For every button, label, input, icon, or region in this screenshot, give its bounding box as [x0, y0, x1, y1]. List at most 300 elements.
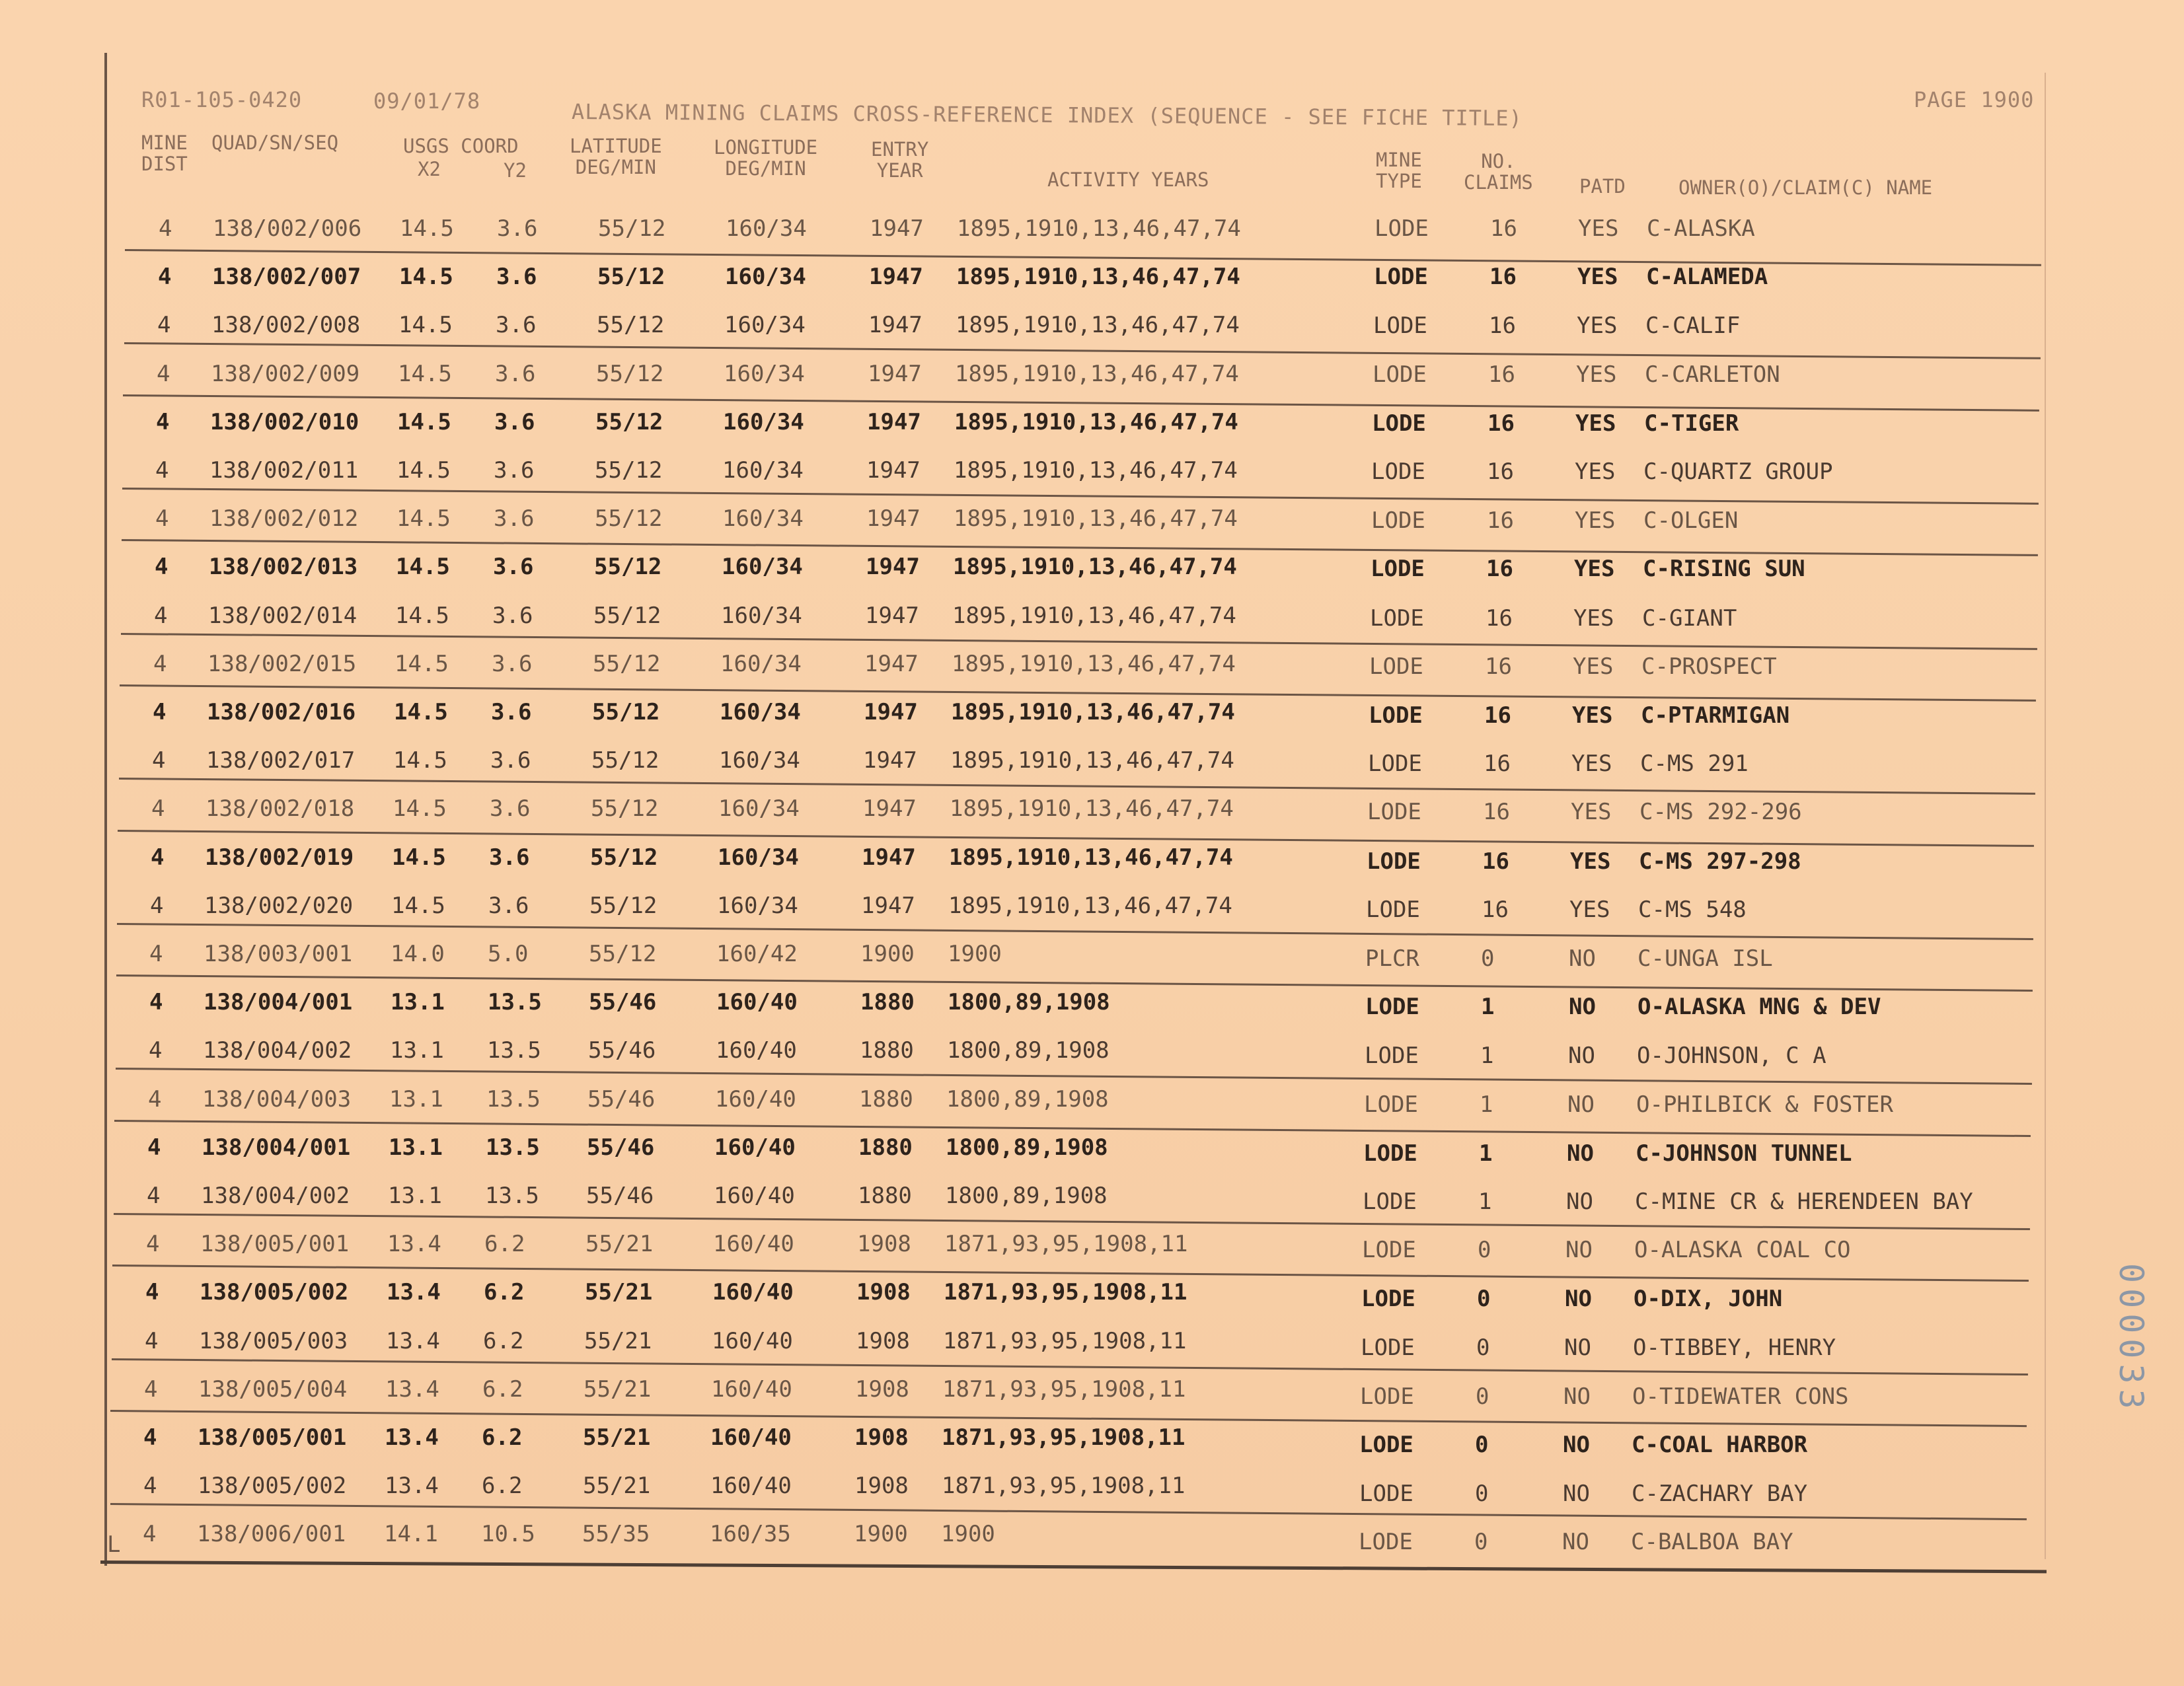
cell-y2: 3.6 [492, 602, 533, 629]
cell-patd: NO [1569, 994, 1596, 1021]
cell-owner-claim-name: O-JOHNSON, C A [1637, 1043, 1826, 1070]
cell-mine-type: LODE [1373, 361, 1427, 388]
cell-entry-year: 1947 [866, 554, 920, 581]
cell-latitude: 55/12 [591, 795, 659, 823]
cell-patd: YES [1571, 751, 1612, 778]
cell-x2: 13.4 [385, 1424, 439, 1451]
cell-quad-sn-seq: 138/004/002 [201, 1183, 350, 1209]
cell-entry-year: 1947 [869, 264, 923, 291]
cell-patd: YES [1574, 556, 1615, 583]
cell-mine-dist: 4 [153, 699, 167, 725]
cell-no-claims: 16 [1482, 896, 1509, 923]
col-entry-year: ENTRY YEAR [871, 138, 929, 182]
cell-activity-years: 1800,89,1908 [946, 1134, 1108, 1161]
cell-mine-type: LODE [1366, 896, 1420, 923]
table-row [0, 203, 2184, 250]
cell-activity-years: 1895,1910,13,46,47,74 [954, 505, 1238, 532]
cell-activity-years: 1895,1910,13,46,47,74 [951, 699, 1235, 725]
cell-owner-claim-name: C-RISING SUN [1643, 556, 1805, 583]
cell-latitude: 55/21 [583, 1473, 651, 1500]
cell-no-claims: 16 [1486, 556, 1513, 583]
cell-x2: 13.4 [386, 1327, 440, 1354]
table-row [0, 1267, 2184, 1313]
cell-owner-claim-name: C-OLGEN [1643, 507, 1739, 534]
cell-latitude: 55/46 [588, 1037, 656, 1064]
cell-quad-sn-seq: 138/002/016 [207, 699, 356, 725]
cell-x2: 13.1 [389, 1085, 443, 1113]
cell-entry-year: 1947 [870, 215, 924, 242]
cell-y2: 6.2 [484, 1231, 525, 1258]
cell-mine-type: LODE [1369, 653, 1423, 680]
cell-longitude: 160/40 [713, 1231, 794, 1258]
cell-patd: YES [1575, 410, 1616, 437]
cell-longitude: 160/34 [721, 602, 802, 629]
cell-mine-dist: 4 [155, 554, 169, 581]
cell-activity-years: 1800,89,1908 [945, 1183, 1108, 1209]
cell-latitude: 55/21 [583, 1424, 651, 1451]
cell-entry-year: 1880 [859, 1085, 913, 1113]
cell-quad-sn-seq: 138/002/010 [210, 408, 359, 435]
cell-latitude: 55/21 [584, 1327, 652, 1354]
cell-no-claims: 0 [1476, 1334, 1490, 1361]
cell-quad-sn-seq: 138/002/012 [209, 505, 359, 532]
cell-x2: 13.4 [387, 1231, 441, 1258]
cell-longitude: 160/34 [717, 892, 798, 919]
cell-activity-years: 1895,1910,13,46,47,74 [956, 312, 1240, 339]
cell-mine-dist: 4 [155, 457, 169, 484]
cell-quad-sn-seq: 138/002/019 [205, 844, 354, 871]
cell-quad-sn-seq: 138/005/001 [200, 1231, 350, 1258]
cell-quad-sn-seq: 138/006/001 [197, 1521, 346, 1548]
cell-longitude: 160/40 [710, 1473, 792, 1500]
cell-x2: 13.1 [388, 1183, 442, 1209]
cell-patd: NO [1562, 1529, 1589, 1556]
cell-longitude: 160/34 [724, 312, 806, 339]
cell-latitude: 55/46 [589, 989, 657, 1016]
cell-latitude: 55/12 [597, 264, 665, 291]
cell-patd: NO [1569, 945, 1596, 972]
cell-owner-claim-name: C-ALASKA [1647, 215, 1755, 242]
cell-longitude: 160/34 [726, 215, 807, 242]
cell-y2: 3.6 [497, 215, 538, 242]
cell-latitude: 55/21 [585, 1231, 654, 1258]
cell-entry-year: 1880 [858, 1134, 913, 1161]
cell-mine-dist: 4 [150, 892, 164, 919]
cell-quad-sn-seq: 138/005/002 [200, 1279, 349, 1306]
table-row [0, 881, 2184, 927]
cell-no-claims: 16 [1482, 848, 1509, 875]
cell-quad-sn-seq: 138/002/013 [209, 554, 358, 581]
cell-longitude: 160/34 [725, 264, 806, 291]
cell-owner-claim-name: C-GIANT [1642, 605, 1737, 632]
cell-quad-sn-seq: 138/002/017 [206, 747, 356, 774]
table-row [0, 929, 2184, 975]
cell-longitude: 160/40 [715, 1085, 796, 1113]
cell-x2: 14.5 [392, 844, 446, 871]
cell-mine-dist: 4 [153, 650, 167, 677]
cell-entry-year: 1947 [864, 699, 918, 725]
col-longitude: LONGITUDE DEG/MIN [714, 136, 818, 180]
cell-activity-years: 1900 [941, 1521, 995, 1548]
cell-patd: YES [1573, 653, 1614, 680]
cell-owner-claim-name: O-PHILBICK & FOSTER [1636, 1091, 1893, 1118]
cell-x2: 14.5 [398, 360, 452, 387]
table-row [0, 1316, 2184, 1362]
cell-latitude: 55/12 [594, 554, 662, 581]
cell-mine-dist: 4 [156, 408, 170, 435]
cell-mine-dist: 4 [145, 1279, 159, 1306]
frame-corner-mark: L [107, 1531, 121, 1558]
cell-owner-claim-name: O-TIDEWATER CONS [1632, 1383, 1849, 1410]
cell-activity-years: 1895,1910,13,46,47,74 [952, 650, 1236, 677]
cell-y2: 3.6 [496, 264, 537, 291]
cell-mine-dist: 4 [143, 1473, 157, 1500]
cell-longitude: 160/40 [712, 1279, 794, 1306]
cell-quad-sn-seq: 138/002/020 [204, 892, 354, 919]
cell-mine-dist: 4 [157, 360, 170, 387]
cell-patd: YES [1570, 848, 1611, 875]
cell-no-claims: 16 [1490, 215, 1517, 242]
cell-latitude: 55/46 [587, 1085, 656, 1113]
cell-x2: 14.5 [395, 650, 449, 677]
cell-x2: 14.5 [393, 795, 447, 823]
cell-entry-year: 1947 [865, 602, 919, 629]
cell-quad-sn-seq: 138/005/001 [198, 1424, 347, 1451]
cell-owner-claim-name: C-COAL HARBOR [1632, 1432, 1808, 1458]
table-row [0, 1219, 2184, 1265]
cell-y2: 3.6 [494, 505, 535, 532]
cell-activity-years: 1871,93,95,1908,11 [942, 1473, 1186, 1500]
cell-entry-year: 1880 [860, 989, 915, 1016]
cell-entry-year: 1947 [866, 457, 921, 484]
cell-owner-claim-name: O-ALASKA MNG & DEV [1638, 994, 1881, 1021]
cell-y2: 3.6 [489, 844, 530, 871]
cell-mine-type: LODE [1363, 1140, 1417, 1167]
cell-owner-claim-name: C-ALAMEDA [1646, 264, 1768, 291]
cell-longitude: 160/34 [720, 699, 801, 725]
cell-longitude: 160/40 [716, 989, 798, 1016]
cell-mine-type: LODE [1365, 994, 1419, 1021]
cell-mine-dist: 4 [152, 747, 166, 774]
col-owner-claim-name: OWNER(O)/CLAIM(C) NAME [1678, 176, 1933, 199]
cell-quad-sn-seq: 138/005/004 [198, 1375, 348, 1403]
cell-entry-year: 1947 [868, 360, 922, 387]
cell-patd: YES [1573, 605, 1614, 632]
cell-no-claims: 1 [1479, 1140, 1493, 1167]
cell-x2: 14.5 [394, 699, 448, 725]
cell-mine-type: LODE [1370, 605, 1424, 632]
cell-activity-years: 1900 [948, 941, 1002, 967]
cell-longitude: 160/35 [710, 1521, 791, 1548]
cell-longitude: 160/40 [714, 1134, 796, 1161]
cell-no-claims: 16 [1486, 605, 1513, 632]
cell-latitude: 55/21 [584, 1375, 652, 1403]
cell-activity-years: 1895,1910,13,46,47,74 [952, 602, 1236, 629]
cell-mine-type: LODE [1359, 1432, 1413, 1458]
cell-mine-dist: 4 [147, 1134, 161, 1161]
cell-latitude: 55/12 [597, 312, 665, 339]
cell-patd: NO [1565, 1237, 1593, 1264]
cell-y2: 6.2 [482, 1473, 523, 1500]
cell-mine-dist: 4 [143, 1521, 157, 1548]
cell-x2: 13.1 [390, 1037, 444, 1064]
cell-mine-dist: 4 [146, 1231, 160, 1258]
cell-x2: 13.1 [391, 989, 445, 1016]
cell-longitude: 160/34 [722, 505, 804, 532]
cell-mine-dist: 4 [144, 1375, 158, 1403]
report-date: 09/01/78 [373, 89, 481, 114]
cell-latitude: 55/12 [591, 747, 659, 774]
cell-y2: 13.5 [485, 1183, 539, 1209]
cell-x2: 13.4 [385, 1375, 439, 1403]
cell-x2: 13.4 [385, 1473, 439, 1500]
cell-no-claims: 16 [1483, 799, 1510, 826]
cell-no-claims: 0 [1476, 1383, 1489, 1410]
cell-entry-year: 1947 [862, 844, 916, 871]
cell-quad-sn-seq: 138/002/007 [212, 264, 361, 291]
cell-no-claims: 0 [1477, 1286, 1491, 1313]
cell-activity-years: 1871,93,95,1908,11 [942, 1424, 1186, 1451]
cell-mine-type: LODE [1369, 702, 1423, 729]
cell-longitude: 160/40 [710, 1424, 792, 1451]
cell-no-claims: 16 [1484, 751, 1511, 778]
cell-longitude: 160/34 [723, 408, 804, 435]
cell-y2: 3.6 [496, 312, 537, 339]
cell-entry-year: 1947 [867, 408, 921, 435]
cell-mine-dist: 4 [157, 312, 171, 339]
cell-mine-type: LODE [1373, 312, 1427, 340]
cell-y2: 13.5 [487, 1037, 541, 1064]
col-latitude: LATITUDE DEG/MIN [570, 135, 662, 178]
cell-quad-sn-seq: 138/002/018 [206, 795, 355, 823]
cell-activity-years: 1871,93,95,1908,11 [943, 1327, 1187, 1354]
cell-no-claims: 0 [1475, 1481, 1489, 1508]
cell-mine-type: LODE [1359, 1481, 1413, 1508]
cell-entry-year: 1880 [860, 1037, 914, 1064]
cell-mine-type: PLCR [1365, 945, 1419, 972]
cell-no-claims: 1 [1481, 994, 1495, 1021]
cell-x2: 13.1 [389, 1134, 443, 1161]
cell-mine-dist: 4 [148, 1085, 162, 1113]
cell-latitude: 55/12 [589, 941, 657, 967]
col-patd: PATD [1579, 175, 1626, 198]
cell-y2: 6.2 [482, 1375, 523, 1403]
cell-no-claims: 1 [1478, 1189, 1492, 1215]
col-activity-years: ACTIVITY YEARS [1047, 168, 1209, 191]
cell-quad-sn-seq: 138/002/014 [208, 602, 358, 629]
cell-patd: YES [1572, 702, 1613, 729]
cell-mine-dist: 4 [145, 1327, 159, 1354]
cell-owner-claim-name: C-CARLETON [1645, 361, 1780, 388]
cell-x2: 14.5 [398, 312, 453, 339]
cell-x2: 14.5 [396, 505, 451, 532]
table-row [0, 542, 2184, 588]
cell-mine-type: LODE [1362, 1237, 1416, 1264]
cell-entry-year: 1908 [856, 1279, 911, 1306]
cell-y2: 3.6 [493, 554, 534, 581]
cell-longitude: 160/34 [724, 360, 805, 387]
cell-no-claims: 16 [1489, 264, 1517, 291]
cell-mine-dist: 4 [151, 844, 165, 871]
cell-mine-dist: 4 [147, 1183, 161, 1209]
cell-quad-sn-seq: 138/002/006 [213, 215, 362, 242]
cell-longitude: 160/34 [718, 844, 799, 871]
cell-latitude: 55/46 [586, 1183, 654, 1209]
cell-longitude: 160/40 [714, 1183, 795, 1209]
cell-x2: 14.1 [384, 1521, 438, 1548]
cell-patd: YES [1576, 361, 1617, 388]
table-row [0, 735, 2184, 782]
cell-y2: 3.6 [494, 408, 535, 435]
cell-quad-sn-seq: 138/005/002 [198, 1473, 347, 1500]
cell-x2: 14.5 [393, 747, 447, 774]
report-id: R01-105-0420 [141, 87, 303, 112]
cell-mine-type: LODE [1368, 751, 1422, 778]
cell-owner-claim-name: O-DIX, JOHN [1634, 1286, 1783, 1313]
cell-mine-dist: 4 [151, 795, 165, 823]
cell-latitude: 55/35 [582, 1521, 650, 1548]
cell-no-claims: 0 [1478, 1237, 1491, 1264]
cell-mine-type: LODE [1371, 507, 1425, 534]
cell-quad-sn-seq: 138/004/003 [202, 1085, 352, 1113]
cell-mine-type: LODE [1371, 556, 1425, 583]
cell-mine-type: LODE [1363, 1189, 1417, 1215]
cell-entry-year: 1900 [860, 941, 915, 967]
cell-owner-claim-name: C-JOHNSON TUNNEL [1636, 1140, 1852, 1167]
cell-mine-type: LODE [1361, 1286, 1415, 1313]
cell-entry-year: 1908 [854, 1473, 909, 1500]
cell-y2: 3.6 [488, 892, 529, 919]
col-mine-dist: MINE DIST [141, 131, 188, 175]
cell-latitude: 55/21 [585, 1279, 653, 1306]
cell-no-claims: 0 [1475, 1432, 1489, 1458]
cell-mine-type: LODE [1361, 1334, 1415, 1361]
cell-patd: NO [1565, 1286, 1592, 1313]
cell-patd: YES [1569, 896, 1610, 923]
cell-mine-dist: 4 [159, 215, 172, 242]
cell-patd: YES [1571, 799, 1612, 826]
cell-quad-sn-seq: 138/002/009 [211, 360, 360, 387]
table-row [0, 1509, 2184, 1555]
cell-owner-claim-name: C-MINE CR & HERENDEEN BAY [1635, 1189, 1973, 1215]
cell-no-claims: 16 [1489, 312, 1516, 340]
cell-activity-years: 1895,1910,13,46,47,74 [953, 554, 1237, 581]
cell-latitude: 55/46 [587, 1134, 655, 1161]
cell-activity-years: 1895,1910,13,46,47,74 [948, 892, 1232, 919]
table-row [0, 1461, 2184, 1507]
cell-mine-type: LODE [1374, 215, 1429, 242]
cell-entry-year: 1908 [856, 1327, 910, 1354]
cell-patd: NO [1567, 1140, 1594, 1167]
cell-entry-year: 1947 [866, 505, 921, 532]
cell-patd: NO [1568, 1043, 1595, 1070]
cell-latitude: 55/12 [589, 892, 658, 919]
cell-quad-sn-seq: 138/002/011 [209, 457, 359, 484]
cell-entry-year: 1947 [863, 747, 917, 774]
cell-quad-sn-seq: 138/003/001 [204, 941, 353, 967]
page-number: PAGE 1900 [1914, 87, 2035, 112]
cell-mine-type: LODE [1359, 1529, 1413, 1556]
cell-latitude: 55/12 [593, 650, 661, 677]
cell-quad-sn-seq: 138/004/001 [202, 1134, 351, 1161]
cell-longitude: 160/40 [711, 1375, 792, 1403]
cell-activity-years: 1895,1910,13,46,47,74 [956, 264, 1240, 291]
table-row [0, 1025, 2184, 1072]
cell-patd: NO [1567, 1091, 1595, 1118]
cell-owner-claim-name: C-MS 548 [1638, 896, 1747, 923]
cell-y2: 3.6 [494, 457, 535, 484]
cell-quad-sn-seq: 138/004/002 [203, 1037, 352, 1064]
cell-patd: YES [1578, 215, 1619, 242]
cell-entry-year: 1947 [868, 312, 923, 339]
cell-owner-claim-name: C-PTARMIGAN [1641, 702, 1790, 729]
cell-longitude: 160/40 [716, 1037, 797, 1064]
cell-x2: 13.4 [387, 1279, 441, 1306]
cell-latitude: 55/12 [595, 505, 663, 532]
cell-mine-dist: 4 [149, 1037, 163, 1064]
cell-y2: 3.6 [490, 795, 531, 823]
cell-owner-claim-name: C-MS 292-296 [1639, 799, 1802, 826]
cell-no-claims: 1 [1480, 1091, 1493, 1118]
cell-activity-years: 1800,89,1908 [947, 1037, 1110, 1064]
cell-y2: 13.5 [488, 989, 542, 1016]
cell-longitude: 160/34 [722, 457, 804, 484]
col-no-claims: NO. CLAIMS [1464, 150, 1533, 194]
cell-mine-type: LODE [1374, 264, 1428, 291]
cell-entry-year: 1880 [858, 1183, 912, 1209]
cell-quad-sn-seq: 138/004/001 [204, 989, 353, 1016]
cell-entry-year: 1947 [862, 795, 917, 823]
col-usgs-coord: USGS COORD [403, 135, 519, 157]
table-row [0, 1074, 2184, 1120]
cell-no-claims: 1 [1480, 1043, 1494, 1070]
cell-mine-type: LODE [1367, 848, 1421, 875]
cell-patd: NO [1563, 1481, 1590, 1508]
cell-x2: 14.0 [391, 941, 445, 967]
cell-quad-sn-seq: 138/002/015 [207, 650, 357, 677]
cell-mine-type: LODE [1371, 458, 1425, 485]
cell-activity-years: 1895,1910,13,46,47,74 [954, 408, 1238, 435]
cell-owner-claim-name: C-ZACHARY BAY [1632, 1481, 1808, 1508]
cell-latitude: 55/12 [590, 844, 658, 871]
cell-patd: YES [1577, 312, 1618, 340]
cell-owner-claim-name: C-QUARTZ GROUP [1643, 458, 1833, 485]
cell-no-claims: 16 [1484, 702, 1511, 729]
table-row [0, 784, 2184, 830]
cell-latitude: 55/12 [592, 699, 660, 725]
cell-latitude: 55/12 [596, 360, 664, 387]
table-row [0, 300, 2184, 346]
cell-x2: 14.5 [396, 554, 450, 581]
cell-latitude: 55/12 [598, 215, 666, 242]
cell-activity-years: 1800,89,1908 [946, 1085, 1109, 1113]
cell-patd: NO [1566, 1189, 1593, 1215]
cell-entry-year: 1947 [864, 650, 919, 677]
cell-mine-dist: 4 [154, 602, 168, 629]
cell-y2: 6.2 [482, 1424, 523, 1451]
cell-owner-claim-name: C-MS 291 [1640, 751, 1749, 778]
cell-longitude: 160/34 [718, 795, 800, 823]
cell-latitude: 55/12 [595, 408, 663, 435]
cell-no-claims: 16 [1485, 653, 1512, 680]
cell-patd: NO [1564, 1334, 1591, 1361]
cell-no-claims: 16 [1487, 410, 1515, 437]
frame-number-stamp: 000033 [2112, 1263, 2150, 1414]
cell-mine-dist: 4 [158, 264, 172, 291]
cell-activity-years: 1895,1910,13,46,47,74 [950, 747, 1234, 774]
cell-y2: 6.2 [483, 1327, 524, 1354]
cell-activity-years: 1871,93,95,1908,11 [944, 1231, 1188, 1258]
